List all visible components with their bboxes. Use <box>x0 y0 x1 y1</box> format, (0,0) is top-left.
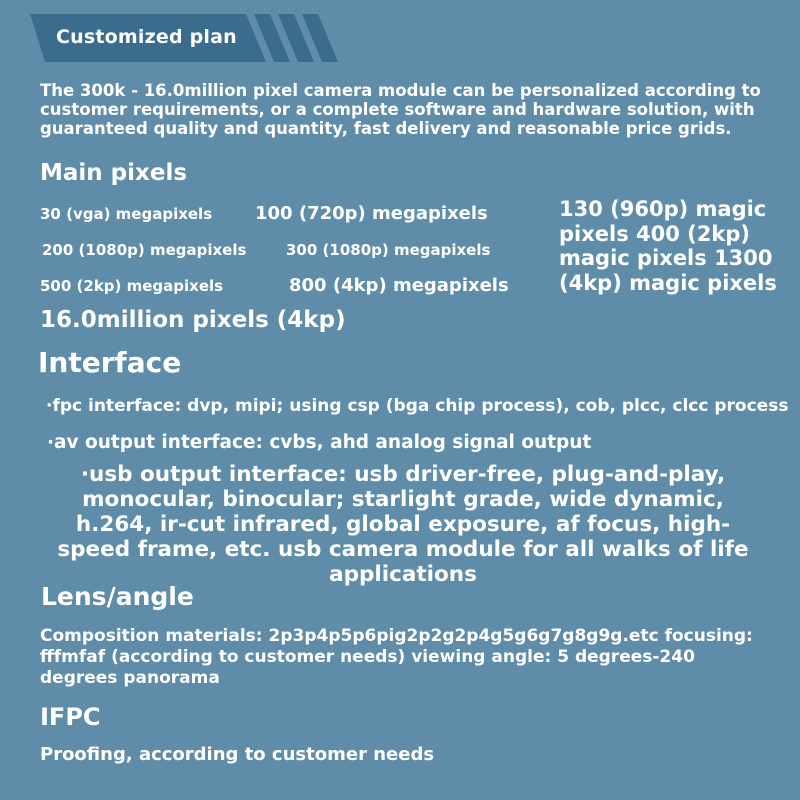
ifpc-description: Proofing, according to customer needs <box>40 744 435 765</box>
lens-heading: Lens/angle <box>41 582 194 611</box>
interface-heading: Interface <box>38 346 182 379</box>
lens-description: Composition materials: 2p3p4p5p6pig2p2g2p4g5g6g7g8g9g.etc focusing: fffmfaf (according to customer needs) viewing angle: 5 degrees-240 degrees panorama <box>40 626 753 688</box>
pixel-option: 500 (2kp) megapixels <box>40 277 224 295</box>
max-pixels-text: 16.0million pixels (4kp) <box>40 307 346 333</box>
pixel-option: 200 (1080p) megapixels <box>42 241 247 259</box>
main-pixels-heading: Main pixels <box>40 160 188 186</box>
pixel-option: 30 (vga) megapixels <box>40 205 213 223</box>
pixel-option: 800 (4kp) megapixels <box>289 275 509 296</box>
pixel-option: 100 (720p) megapixels <box>255 203 488 224</box>
interface-item-av: ·av output interface: cvbs, ahd analog signal output <box>47 432 592 453</box>
banner-title: Customized plan <box>56 26 237 48</box>
section-banner <box>0 0 800 70</box>
intro-paragraph: The 300k - 16.0million pixel camera module can be personalized according to customer requirements, or a complete software and hardware solution, with guaranteed quality and quantity, fast delivery and reasonable price grids. <box>40 81 761 138</box>
pixel-option: 300 (1080p) megapixels <box>286 241 491 259</box>
ifpc-heading: IFPC <box>40 703 101 731</box>
magic-pixels-text: 130 (960p) magic pixels 400 (2kp) magic pixels 1300 (4kp) magic pixels <box>559 197 777 295</box>
interface-item-fpc: ·fpc interface: dvp, mipi; using csp (bga chip process), cob, plcc, clcc process <box>46 396 789 416</box>
interface-item-usb: ·usb output interface: usb driver-free, plug-and-play, monocular, binocular; starlight grade, wide dynamic, h.264, ir-cut infrared, global exposure, af focus, high-speed frame, etc. usb camera module for all walks of life applications <box>57 462 749 587</box>
